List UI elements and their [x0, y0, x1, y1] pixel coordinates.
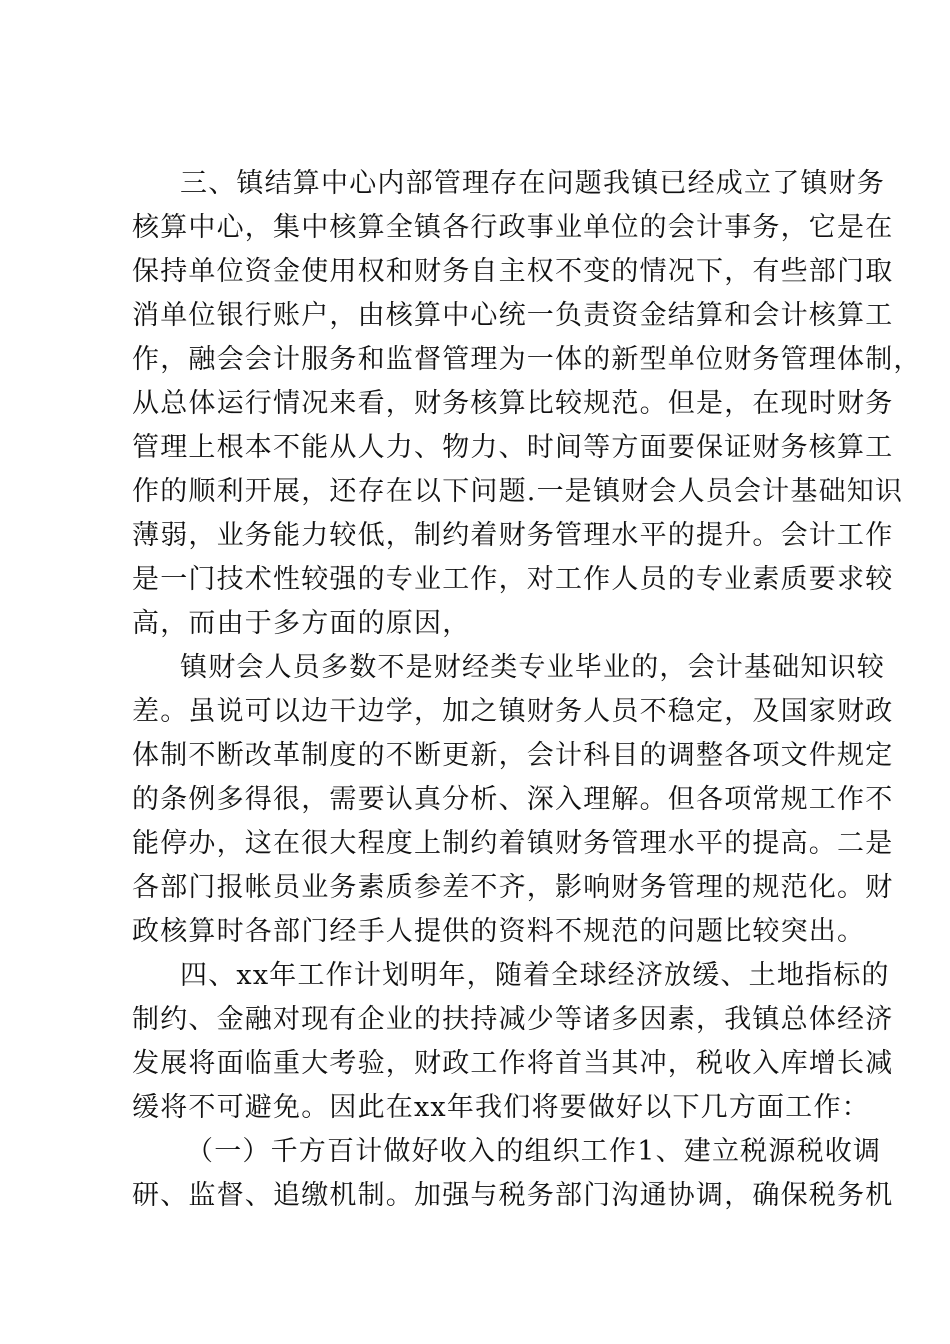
text-line: 的条例多得很，需要认真分析、深入理解。但各项常规工作不	[132, 784, 894, 815]
text-line: 差。虽说可以边干边学，加之镇财务人员不稳定，及国家财政	[132, 696, 894, 727]
text-line: 研、监督、追缴机制。加强与税务部门沟通协调，确保税务机	[132, 1180, 894, 1211]
text-line: 体制不断改革制度的不断更新，会计科目的调整各项文件规定	[132, 740, 894, 771]
text-line: 高，而由于多方面的原因，	[132, 608, 471, 639]
text-line: 从总体运行情况来看，财务核算比较规范。但是，在现时财务	[132, 388, 894, 419]
text-line: 保持单位资金使用权和财务自主权不变的情况下，有些部门取	[132, 256, 894, 287]
text-line: 各部门报帐员业务素质参差不齐，影响财务管理的规范化。财	[132, 872, 894, 903]
text-line: 作的顺利开展，还存在以下问题.一是镇财会人员会计基础知识	[132, 476, 904, 507]
text-line: 发展将面临重大考验，财政工作将首当其冲，税收入库增长减	[132, 1048, 894, 1079]
text-line: 薄弱，业务能力较低，制约着财务管理水平的提升。会计工作	[132, 520, 894, 551]
text-line: 是一门技术性较强的专业工作，对工作人员的专业素质要求较	[132, 564, 894, 595]
text-line: 镇财会人员多数不是财经类专业毕业的，会计基础知识较	[180, 652, 885, 683]
text-line: 三、镇结算中心内部管理存在问题我镇已经成立了镇财务	[180, 168, 885, 199]
text-line: 核算中心，集中核算全镇各行政事业单位的会计事务，它是在	[132, 212, 894, 243]
text-line: 缓将不可避免。因此在xx年我们将要做好以下几方面工作：	[132, 1092, 870, 1123]
text-line: 制约、金融对现有企业的扶持减少等诸多因素，我镇总体经济	[132, 1004, 894, 1035]
text-line: 能停办，这在很大程度上制约着镇财务管理水平的提高。二是	[132, 828, 894, 859]
text-line: （一）千方百计做好收入的组织工作1、建立税源税收调	[186, 1136, 882, 1167]
text-line: 消单位银行账户，由核算中心统一负责资金结算和会计核算工	[132, 300, 894, 331]
text-line: 管理上根本不能从人力、物力、时间等方面要保证财务核算工	[132, 432, 894, 463]
text-line: 政核算时各部门经手人提供的资料不规范的问题比较突出。	[132, 916, 866, 947]
text-line: 作，融会会计服务和监督管理为一体的新型单位财务管理体制，	[132, 344, 922, 375]
text-line: 四、xx年工作计划明年，随着全球经济放缓、土地指标的	[180, 960, 890, 991]
